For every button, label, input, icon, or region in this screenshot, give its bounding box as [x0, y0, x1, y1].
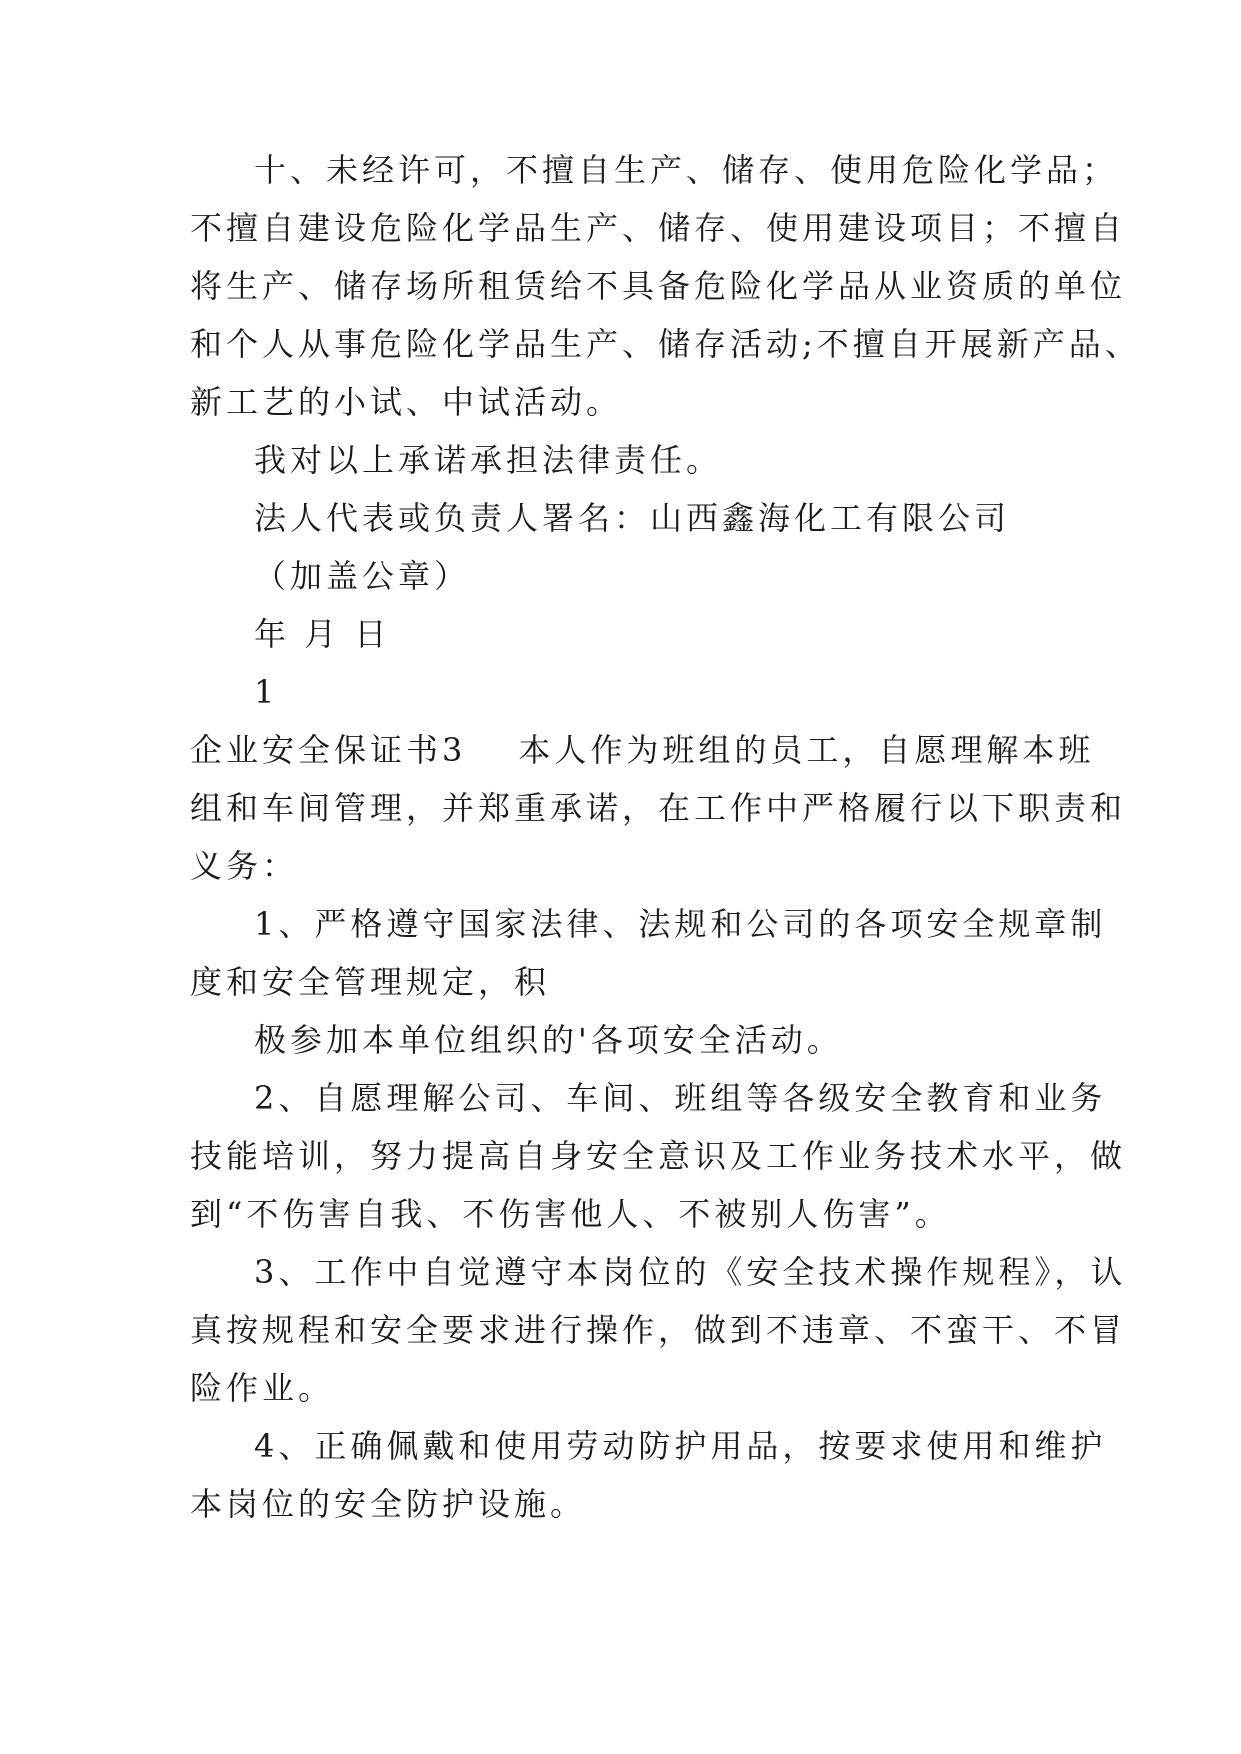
paragraph-line: 极参加本单位组织的'各项安全活动。 — [254, 1021, 843, 1059]
paragraph-line: 险作业。 — [190, 1369, 335, 1407]
paragraph-line: 到“不伤害自我、不伤害他人、不被别人伤害”。 — [190, 1195, 951, 1233]
section-title: 企业安全保证书3 — [190, 731, 467, 769]
date-line: 年 月 日 — [254, 615, 391, 653]
paragraph-text: 本人作为班组的员工，自愿理解本班 — [518, 731, 1095, 769]
paragraph-line: 新工艺的小试、中试活动。 — [190, 383, 623, 421]
paragraph-line: 本岗位的安全防护设施。 — [190, 1485, 587, 1523]
paragraph-line: 我对以上承诺承担法律责任。 — [254, 441, 723, 479]
paragraph-line: 将生产、储存场所租赁给不具备危险化学品从业资质的单位 — [190, 267, 1127, 305]
paragraph-line: 义务： — [190, 847, 299, 885]
list-item-4: 4、正确佩戴和使用劳动防护用品，按要求使用和维护 — [254, 1427, 1107, 1465]
list-item-1: 1、严格遵守国家法律、法规和公司的各项安全规章制 — [254, 905, 1107, 943]
seal-note: （加盖公章） — [254, 557, 471, 595]
paragraph-line: 和个人从事危险化学品生产、储存活动;不擅自开展新产品、 — [190, 325, 1141, 363]
paragraph-line: 技能培训，努力提高自身安全意识及工作业务技术水平，做 — [190, 1137, 1127, 1175]
paragraph-line: 真按规程和安全要求进行操作，做到不违章、不蛮干、不冒 — [190, 1311, 1127, 1349]
page-number: 1 — [254, 673, 279, 711]
paragraph-line: 度和安全管理规定，积 — [190, 963, 551, 1001]
list-item-3: 3、工作中自觉遵守本岗位的《安全技术操作规程》，认 — [254, 1253, 1127, 1291]
paragraph-line: 组和车间管理，并郑重承诺，在工作中严格履行以下职责和 — [190, 789, 1127, 827]
paragraph-line: 不擅自建设危险化学品生产、储存、使用建设项目；不擅自 — [190, 209, 1127, 247]
paragraph-line: 十、未经许可，不擅自生产、储存、使用危险化学品； — [254, 151, 1119, 189]
heading-line — [190, 730, 1094, 770]
signature-line: 法人代表或负责人署名：山西鑫海化工有限公司 — [254, 499, 1011, 537]
list-item-2: 2、自愿理解公司、车间、班组等各级安全教育和业务 — [254, 1079, 1107, 1117]
